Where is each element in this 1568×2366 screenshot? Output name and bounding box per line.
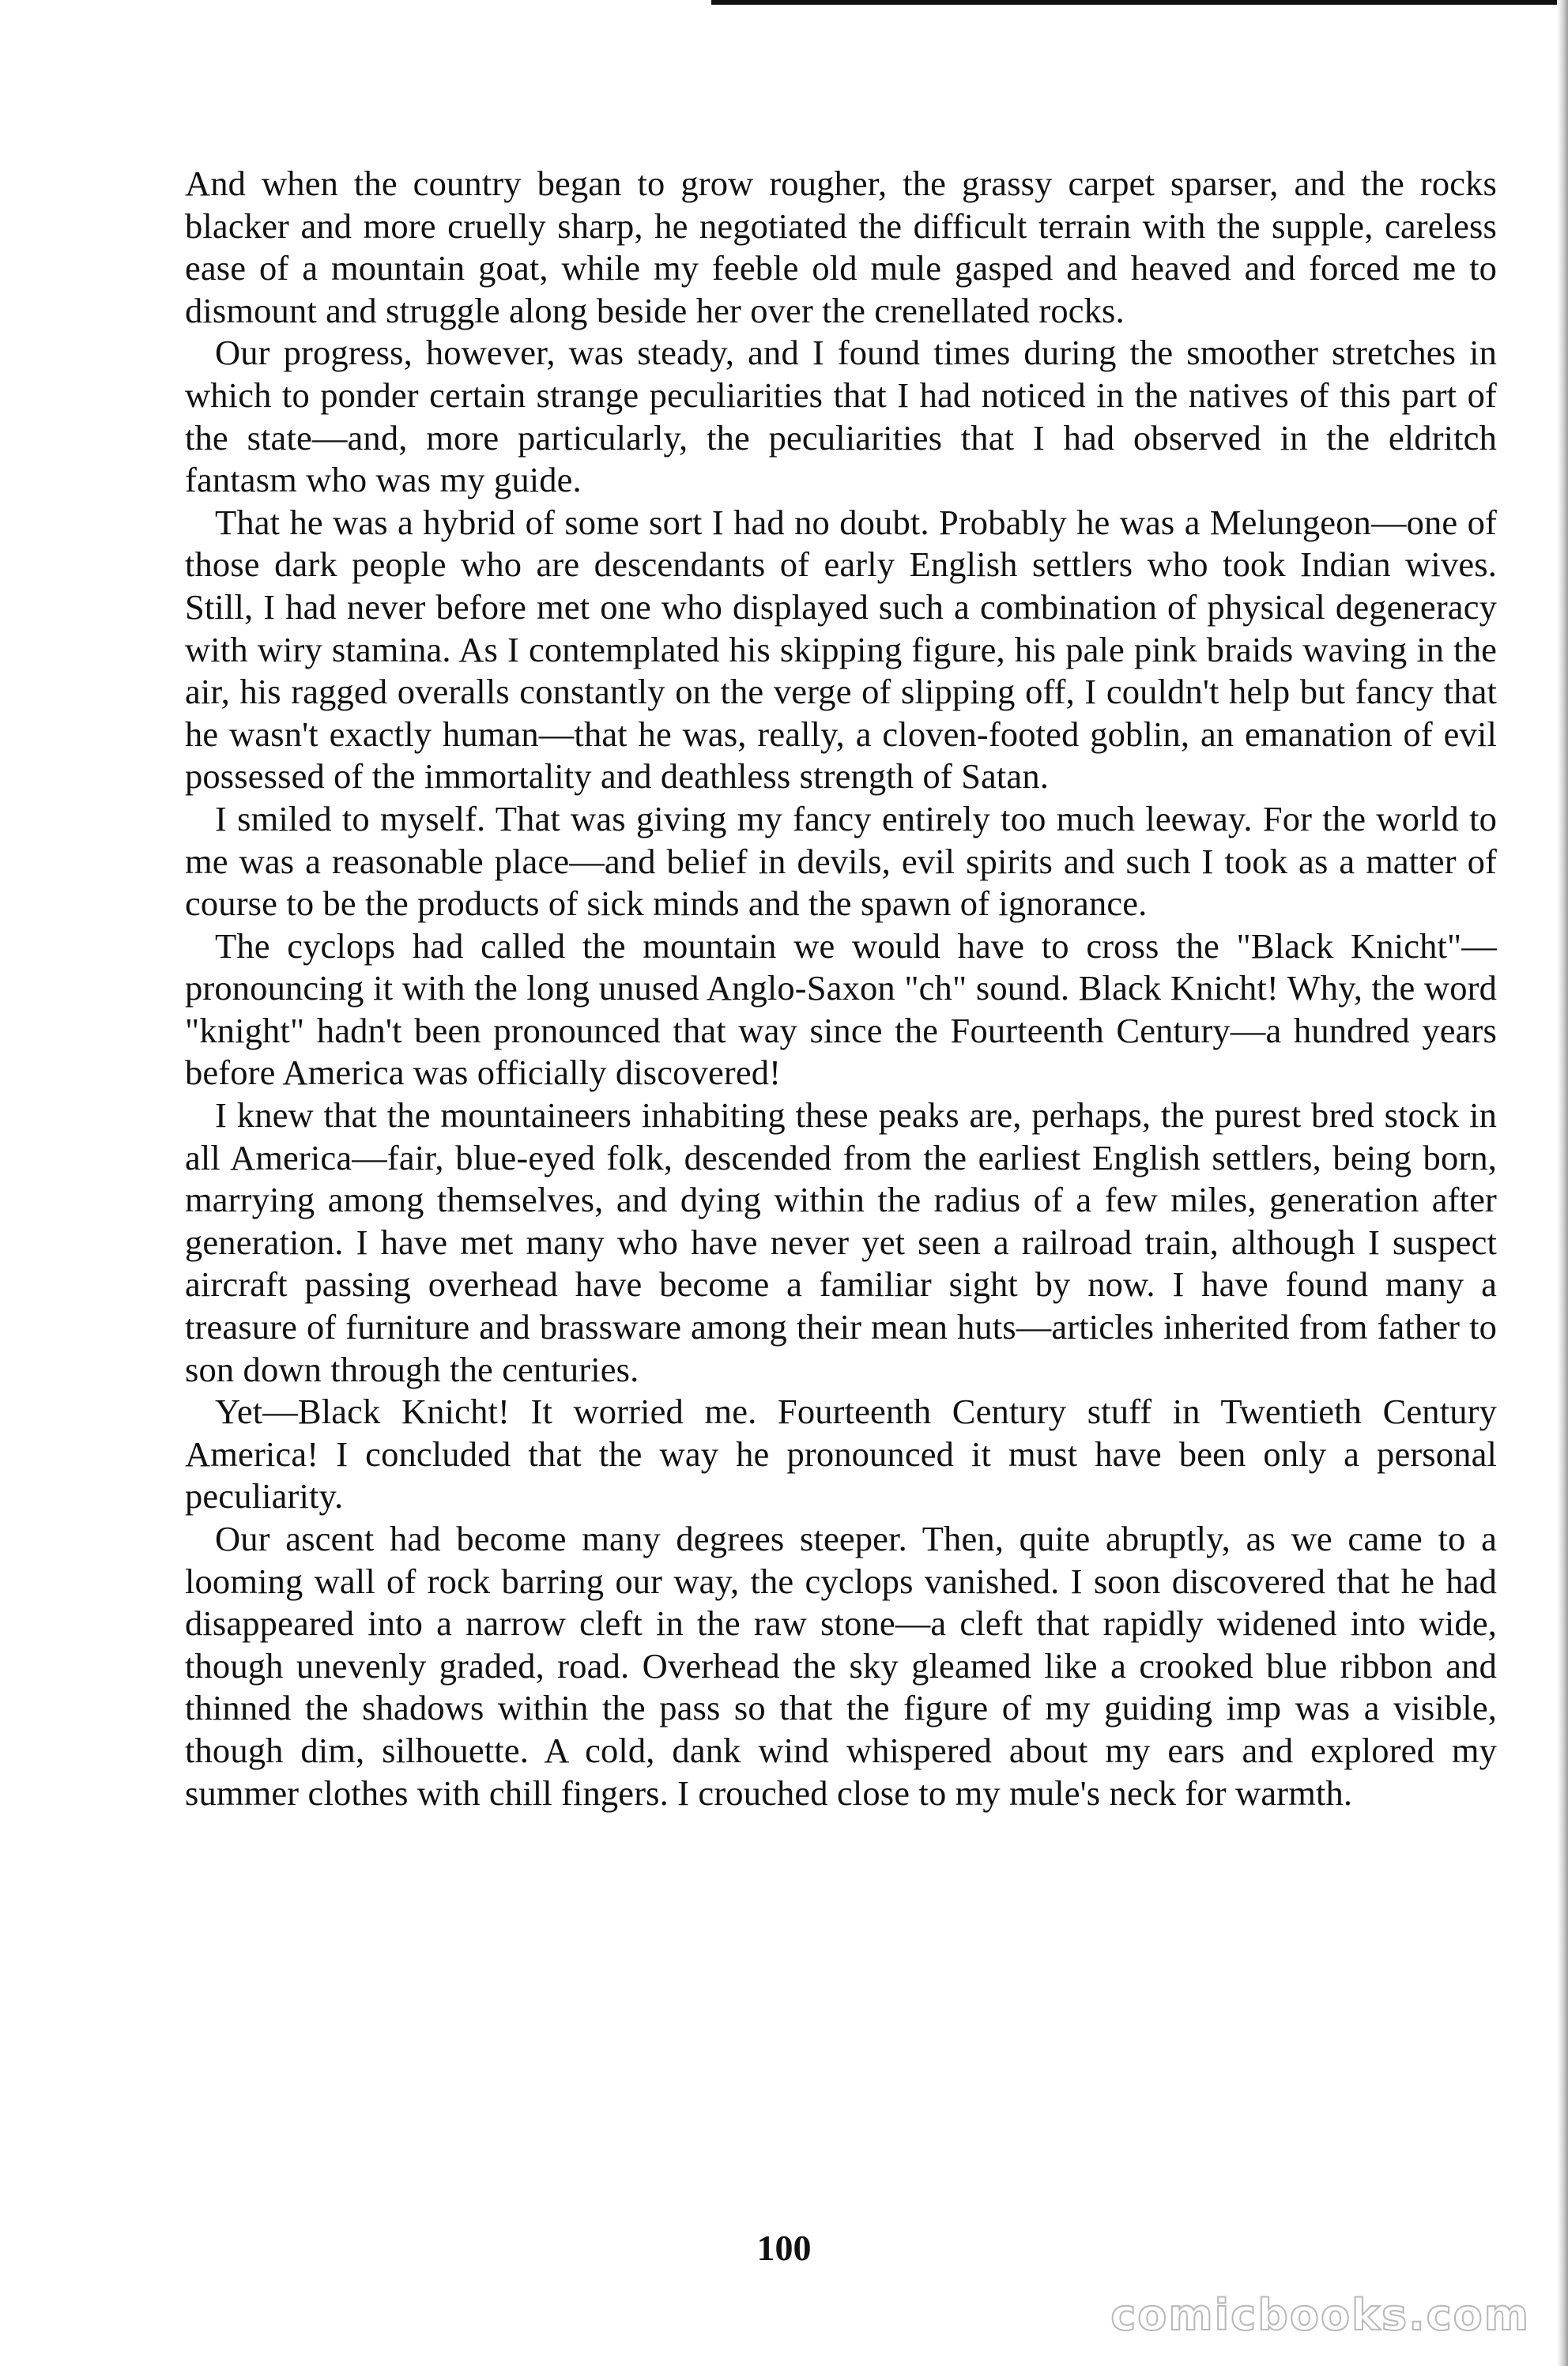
paragraph-2: Our progress, however, was steady, and I found times during the smoother stretches in which to ponder certain strange peculiarities that I had noticed in the natives of this part of the state—and, more particularly, the peculiarities that I had observed in the eldritch fantasm who was my guide. — [185, 333, 1497, 500]
body-text — [185, 163, 1497, 1814]
top-rule — [711, 0, 1568, 5]
paragraph-7: Yet—Black Knicht! It worried me. Fourteenth Century stuff in Twentieth Century America! I concluded that the way he pronounced it must have been only a personal peculiarity. — [185, 1392, 1497, 1516]
paragraph-8: Our ascent had become many degrees steeper. Then, quite abruptly, as we came to a looming wall of rock barring our way, the cyclops vanished. I soon discovered that he had disappeared into a narrow cleft in the raw stone—a cleft that rapidly widened into wide, though unevenly graded, road. Overhead the sky gleamed like a crooked blue ribbon and thinned the shadows within the pass so that the figure of my guiding imp was a visible, though dim, silhouette. A cold, dank wind whispered about my ears and explored my summer clothes with chill fingers. I crouched close to my mule's neck for warmth. — [185, 1519, 1497, 1813]
paragraph-5: The cyclops had called the mountain we would have to cross the "Black Knicht"—pronouncing it with the long unused Anglo-Saxon "ch" sound. Black Knicht! Why, the word "knight" hadn't been pronounced that way since the Fourteenth Century—a hundred years before America was officially discovered! — [185, 925, 1497, 1093]
paragraph-3: That he was a hybrid of some sort I had no doubt. Probably he was a Melungeon—one of those dark people who are descendants of early English settlers who took Indian wives. Still, I had never before met one who displayed such a combination of physical degeneracy with wiry stamina. As I contemplated his skipping figure, his pale pink braids waving in the air, his ragged overalls constantly on the verge of slipping off, I couldn't help but fancy that he wasn't exactly human—that he was, really, a cloven-footed goblin, an emanation of evil possessed of the immortality and deathless strength of Satan. — [185, 502, 1497, 797]
page-number: 100 — [756, 2228, 812, 2268]
paragraph-4: I smiled to myself. That was giving my fancy entirely too much leeway. For the world to me was a reasonable place—and belief in devils, evil spirits and such I took as a matter of course to be the products of sick minds and the spawn of ignorance. — [185, 798, 1497, 924]
page-edge-shadow — [1557, 0, 1568, 2366]
watermark: comicbooks.com — [1110, 2290, 1530, 2340]
paragraph-6: I knew that the mountaineers inhabiting these peaks are, perhaps, the purest bred stock in all America—fair, blue-eyed folk, descended from the earliest English settlers, being born, marrying among themselves, and dying within the radius of a few miles, generation after generation. I have met many who have never yet seen a railroad train, although I suspect aircraft passing overhead have become a familiar sight by now. I have found many a treasure of furniture and brassware among their mean huts—articles inherited from father to son down through the centuries. — [185, 1095, 1497, 1389]
paragraph-1: And when the country began to grow rougher, the grassy carpet sparser, and the rocks blacker and more cruelly sharp, he negotiated the difficult terrain with the supple, careless ease of a mountain goat, while my feeble old mule gasped and heaved and forced me to dismount and struggle along beside her over the crenellated rocks. — [185, 164, 1497, 330]
